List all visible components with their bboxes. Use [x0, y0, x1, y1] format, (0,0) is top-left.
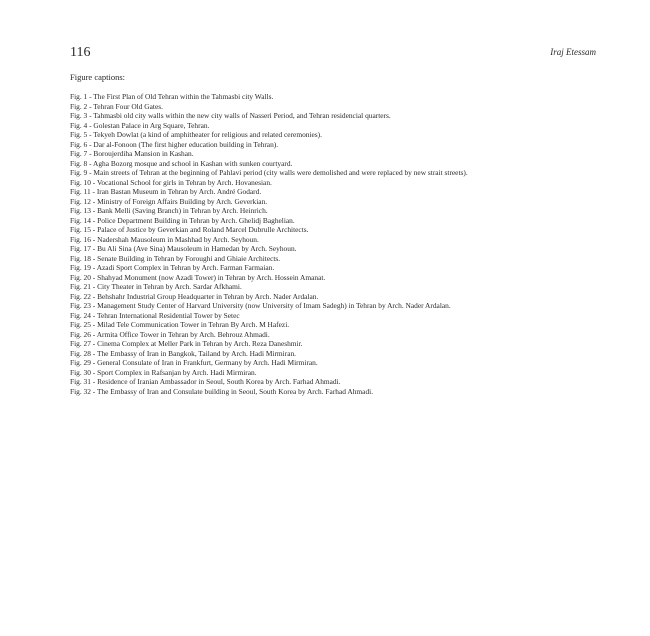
figure-caption-7: Fig. 7 - Boroujerdiha Mansion in Kashan.	[70, 149, 194, 158]
figure-caption-10: Fig. 10 - Vocational School for girls in Tehran by Arch. Hovanesian.	[70, 177, 272, 187]
figure-caption-5: Fig. 5 - Tekyeh Dowlat (a kind of amphitheater for religious and related ceremonies).	[70, 130, 322, 139]
figure-caption-25: Fig. 25 - Milad Tele Communication Tower in Tehran By Arch. M Hafezi.	[70, 320, 290, 329]
figure-caption-24: Fig. 24 - Tehran International Residential Tower by Setec	[70, 310, 240, 320]
figure-caption-23: Fig. 23 - Management Study Center of Harvard University (now University of Imam Sadegh) in Tehran by Arch. Nader Ardalan.	[70, 301, 451, 310]
figure-caption-15: Fig. 15 - Palace of Justice by Geverkian and Roland Marcel Dubrulle Architects.	[70, 225, 309, 234]
running-head-author: Iraj Etessam	[550, 47, 596, 57]
figure-caption-3: Fig. 3 - Tahmasbi old city walls within the new city walls of Nasseri Period, and Tehran residencial quarters.	[70, 111, 391, 120]
figure-caption-2: Fig. 2 - Tehran Four Old Gates.	[70, 101, 163, 111]
figure-caption-18: Fig. 18 - Senate Building in Tehran by Foroughi and Ghiaie Architects.	[70, 253, 281, 263]
figure-caption-17: Fig. 17 - Bu Ali Sina (Ave Sina) Mausoleum in Hamedan by Arch. Seyhoun.	[70, 244, 297, 253]
figure-caption-28: Fig. 28 - The Embassy of Iran in Bangkok, Tailand by Arch. Hadi Mirmiran.	[70, 348, 297, 358]
figure-caption-8: Fig. 8 - Agha Bozorg mosque and school in Kashan with sunken courtyard.	[70, 158, 293, 168]
figure-caption-19: Fig. 19 - Azadi Sport Complex in Tehran by Arch. Farman Farmaian.	[70, 263, 275, 272]
figure-caption-13: Fig. 13 - Bank Melli (Saving Branch) in Tehran by Arch. Heinrich.	[70, 206, 268, 215]
figure-caption-6: Fig. 6 - Dar al-Fonoon (The first higher education building in Tehran).	[70, 139, 279, 149]
figure-captions-heading: Figure captions:	[70, 72, 126, 82]
figure-caption-26: Fig. 26 - Armita Office Tower in Tehran by Arch. Behrouz Ahmadi.	[70, 329, 270, 339]
figure-caption-20: Fig. 20 - Shahyad Monument (now Azadi Tower) in Tehran by Arch. Hossein Amanat.	[70, 272, 326, 282]
figure-caption-31: Fig. 31 - Residence of Iranian Ambassador in Seoul, South Korea by Arch. Farhad Ahmadi.	[70, 377, 341, 386]
figure-caption-16: Fig. 16 - Nadershah Mausoleum in Mashhad by Arch. Seyhoun.	[70, 234, 259, 244]
figure-caption-30: Fig. 30 - Sport Complex in Rafsanjan by Arch. Hadi Mirmiran.	[70, 367, 257, 377]
figure-caption-list	[70, 92, 610, 396]
page-number: 116	[70, 45, 91, 60]
figure-caption-1: Fig. 1 - The First Plan of Old Tehran within the Tahmasbi city Walls.	[70, 92, 274, 101]
figure-caption-21: Fig. 21 - City Theater in Tehran by Arch. Sardar Afkhami.	[70, 282, 242, 291]
figure-caption-27: Fig. 27 - Cinema Complex at Meller Park in Tehran by Arch. Reza Daneshmir.	[70, 339, 303, 348]
figure-caption-29: Fig. 29 - General Consulate of Iran in Frankfurt, Germany by Arch. Hadi Mirmiran.	[70, 358, 318, 367]
figure-caption-4: Fig. 4 - Golestan Palace in Arg Square, Tehran.	[70, 120, 210, 130]
figure-caption-9: Fig. 9 - Main streets of Tehran at the beginning of Pahlavi period (city walls were demolished and were replaced by new strait streets).	[70, 168, 468, 177]
figure-caption-11: Fig. 11 - Iran Bastan Museum in Tehran by Arch. André Godard.	[70, 187, 262, 196]
figure-caption-32: Fig. 32 - The Embassy of Iran and Consulate building in Seoul, South Korea by Arch. Farhad Ahmadi.	[70, 386, 374, 396]
figure-caption-14: Fig. 14 - Police Department Building in Tehran by Arch. Ghelidj Baghelian.	[70, 215, 295, 225]
figure-caption-22: Fig. 22 - Behshahr Industrial Group Headquarter in Tehran by Arch. Nader Ardalan.	[70, 291, 319, 301]
figure-caption-12: Fig. 12 - Ministry of Foreign Affairs Building by Arch. Geverkian.	[70, 196, 268, 206]
